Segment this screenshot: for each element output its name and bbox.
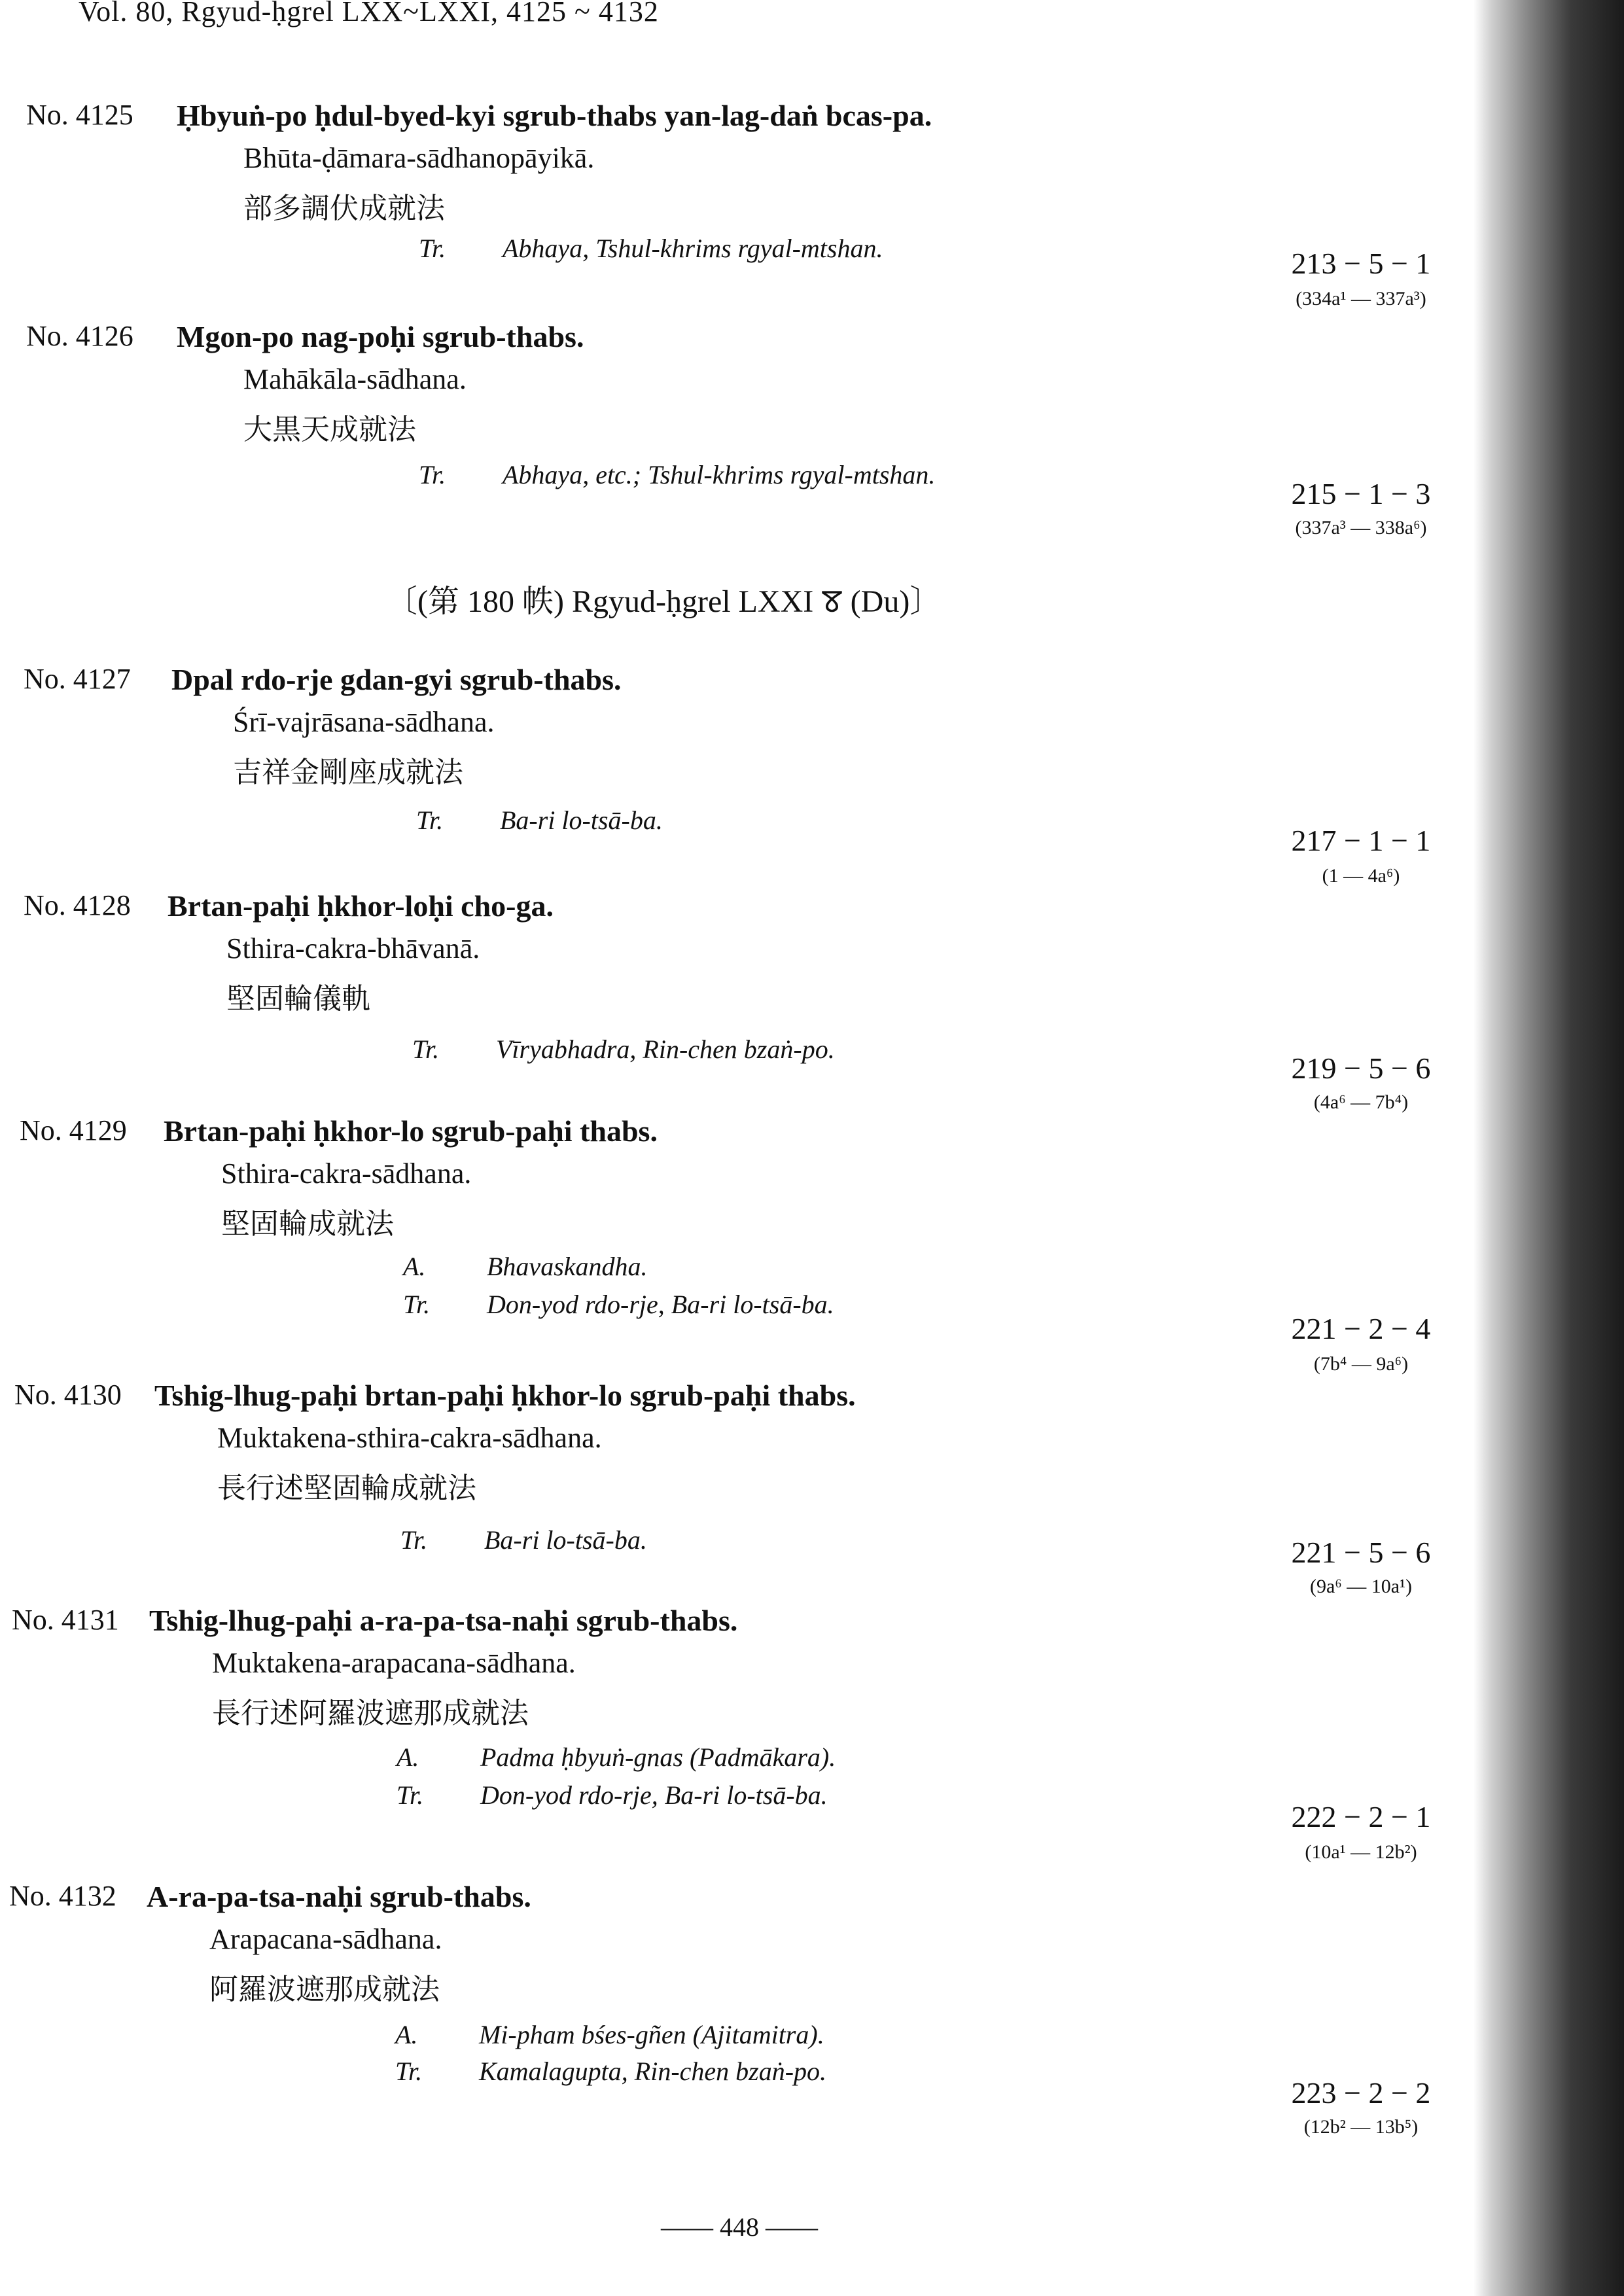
sanskrit-title: Sthira-cakra-bhāvanā. [226,932,480,964]
entry-title: Mgon-po nag-poḥi sgrub-thabs. [177,320,584,353]
volume-reference: 221 − 5 − 6 [1291,1536,1431,1569]
credit-line [400,1525,647,1555]
credit-label: Tr. [397,1780,424,1810]
chinese-title: 部多調伏成就法 [243,192,445,225]
sanskrit-title: Śrī-vajrāsana-sādhana. [233,706,495,738]
credit-names: Bhavaskandha. [487,1252,648,1281]
chinese-title: 阿羅波遮那成就法 [209,1973,440,2006]
volume-reference: 215 − 1 − 3 [1291,477,1431,510]
chinese-title: 吉祥金剛座成就法 [233,756,463,789]
credit-line [419,233,883,264]
running-header: Vol. 80, Rgyud-ḥgrel LXX~LXXI, 4125 ~ 4132 [79,0,659,27]
credit-line [403,1289,834,1320]
credit-line [397,1742,836,1773]
credit-line [416,805,663,836]
entry-title: Ḥbyuṅ-po ḥdul-byed-kyi sgrub-thabs yan-lag-daṅ bcas-pa. [177,99,932,132]
chinese-title: 長行述堅固輪成就法 [217,1472,476,1505]
entry-number: No. 4129 [20,1114,127,1146]
credit-names: Mi-pham bśes-gñen (Ajitamitra). [479,2020,824,2049]
credit-label: Tr. [416,805,444,835]
credit-names: Don-yod rdo-rje, Ba-ri lo-tsā-ba. [487,1290,834,1319]
sanskrit-title: Muktakena-sthira-cakra-sādhana. [217,1422,602,1454]
volume-reference: 223 − 2 − 2 [1291,2076,1431,2110]
credit-names: Ba-ri lo-tsā-ba. [484,1525,647,1555]
entry-title: A-ra-pa-tsa-naḥi sgrub-thabs. [147,1880,531,1913]
folio-range: (12b² — 13b⁵) [1303,2116,1419,2138]
folio-range: (10a¹ — 12b²) [1305,1841,1417,1863]
volume-reference: 221 − 2 − 4 [1291,1312,1431,1345]
credit-names: Ba-ri lo-tsā-ba. [500,805,663,835]
chinese-title: 堅固輪成就法 [221,1207,394,1241]
entry-title: Dpal rdo-rje gdan-gyi sgrub-thabs. [171,663,622,696]
chinese-title: 大黒天成就法 [243,413,416,446]
credit-names: Don-yod rdo-rje, Ba-ri lo-tsā-ba. [480,1780,828,1810]
volume-reference: 217 − 1 − 1 [1291,824,1431,857]
chinese-title: 堅固輪儀軌 [226,982,370,1016]
folio-range: (9a⁶ — 10a¹) [1309,1576,1413,1597]
credit-label: A. [395,2020,418,2049]
entry-number: No. 4128 [24,889,131,921]
page-number: —— 448 —— [661,2212,818,2242]
entry-number: No. 4132 [9,1880,116,1912]
entry-title: Brtan-paḥi ḥkhor-lo sgrub-paḥi thabs. [164,1114,658,1148]
entry-title: Brtan-paḥi ḥkhor-loḥi cho-ga. [168,889,554,923]
credit-names: Abhaya, etc.; Tshul-khrims rgyal-mtshan. [503,460,936,489]
credit-line [395,2056,826,2087]
credit-label: Tr. [400,1525,428,1555]
entry-title: Tshig-lhug-paḥi a-ra-pa-tsa-naḥi sgrub-thabs. [149,1604,738,1637]
credit-names: Vīryabhadra, Rin-chen bzaṅ-po. [496,1034,835,1064]
credit-line [397,1780,828,1810]
credit-label: Tr. [419,234,446,263]
credit-line [403,1251,648,1282]
credit-label: Tr. [412,1034,440,1064]
entry-number: No. 4125 [26,99,133,131]
folio-range: (334a¹ — 337a³) [1296,288,1426,309]
folio-range: (1 — 4a⁶) [1322,865,1400,887]
entry-number: No. 4131 [12,1604,119,1636]
sanskrit-title: Sthira-cakra-sādhana. [221,1157,472,1190]
sanskrit-title: Mahākāla-sādhana. [243,363,467,395]
sanskrit-title: Bhūta-ḍāmara-sādhanopāyikā. [243,142,595,174]
folio-range: (7b⁴ — 9a⁶) [1313,1353,1409,1375]
credit-label: Tr. [419,460,446,489]
volume-reference: 222 − 2 − 1 [1291,1800,1431,1833]
credit-line [395,2019,824,2050]
entry-title: Tshig-lhug-paḥi brtan-paḥi ḥkhor-lo sgrub-paḥi thabs. [154,1379,856,1412]
page-edge-shadow [1474,0,1624,2296]
credit-line [419,459,935,490]
sanskrit-title: Arapacana-sādhana. [209,1923,442,1955]
folio-range: (4a⁶ — 7b⁴) [1313,1091,1409,1113]
entry-number: No. 4126 [26,320,133,352]
credit-names: Abhaya, Tshul-khrims rgyal-mtshan. [503,234,883,263]
credit-names: Kamalagupta, Rin-chen bzaṅ-po. [479,2057,827,2086]
credit-label: Tr. [395,2057,423,2086]
credit-names: Padma ḥbyuṅ-gnas (Padmākara). [480,1742,836,1772]
section-heading: 〔(第 180 帙) Rgyud-ḥgrel LXXI ꯕ (Du)〕 [386,584,942,619]
credit-label: A. [403,1252,426,1281]
credit-label: Tr. [403,1290,431,1319]
entry-number: No. 4130 [14,1379,122,1411]
credit-label: A. [397,1742,419,1772]
sanskrit-title: Muktakena-arapacana-sādhana. [212,1647,576,1679]
volume-reference: 213 − 5 − 1 [1291,247,1431,280]
volume-reference: 219 − 5 − 6 [1291,1051,1431,1085]
entry-number: No. 4127 [24,663,131,695]
chinese-title: 長行述阿羅波遮那成就法 [212,1697,529,1730]
credit-line [412,1034,835,1065]
folio-range: (337a³ — 338a⁶) [1295,517,1427,539]
